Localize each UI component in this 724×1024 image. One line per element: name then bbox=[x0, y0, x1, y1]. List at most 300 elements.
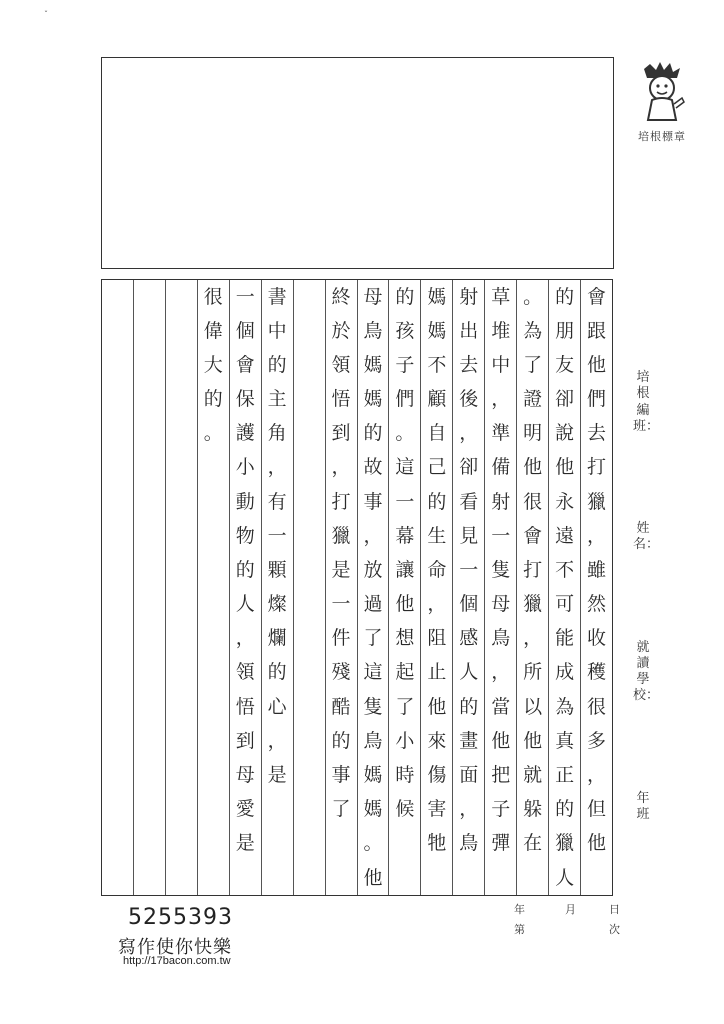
grid-cell bbox=[517, 861, 548, 895]
grid-cell: 見 bbox=[459, 524, 479, 547]
grid-cell bbox=[102, 724, 133, 758]
grid-cell bbox=[166, 383, 197, 417]
grid-column bbox=[325, 280, 357, 895]
grid-cell: 準 bbox=[491, 422, 511, 445]
grid-cell bbox=[102, 417, 133, 451]
grid-cell bbox=[294, 827, 325, 861]
grid-cell: 燦 bbox=[267, 593, 287, 616]
grid-cell: 心 bbox=[267, 695, 287, 718]
grid-cell: 的 bbox=[363, 422, 383, 445]
grid-cell bbox=[166, 690, 197, 724]
grid-cell: 止 bbox=[427, 661, 447, 684]
grid-cell bbox=[198, 758, 229, 792]
grid-cell: 但 bbox=[587, 798, 607, 821]
grid-cell: 時 bbox=[395, 763, 415, 786]
grid-cell: 了 bbox=[363, 627, 383, 650]
grid-cell: 想 bbox=[395, 627, 415, 650]
grid-cell: 物 bbox=[235, 524, 255, 547]
grid-cell: 是 bbox=[235, 832, 255, 855]
grid-cell bbox=[262, 827, 293, 861]
grid-cell bbox=[134, 348, 165, 382]
grid-cell: 獵 bbox=[523, 593, 543, 616]
school-label: 就讀學校： bbox=[633, 639, 660, 704]
grid-cell: 小 bbox=[395, 729, 415, 752]
footer-code: 5255393 bbox=[128, 905, 233, 930]
grid-cell bbox=[294, 622, 325, 656]
grid-cell bbox=[166, 553, 197, 587]
grade-label: 年 班 bbox=[636, 790, 663, 822]
grid-cell: 明 bbox=[523, 422, 543, 445]
grid-cell: 人 bbox=[235, 593, 255, 616]
grid-cell bbox=[294, 485, 325, 519]
grid-cell: 鳥 bbox=[363, 729, 383, 752]
grid-cell bbox=[294, 793, 325, 827]
grid-cell: 們 bbox=[587, 388, 607, 411]
grid-cell: 雖 bbox=[587, 558, 607, 581]
grid-cell: 會 bbox=[587, 285, 607, 308]
grid-cell: 一 bbox=[267, 524, 287, 547]
grid-cell: ， bbox=[491, 661, 511, 684]
grid-cell bbox=[102, 553, 133, 587]
grid-cell: 子 bbox=[395, 353, 415, 376]
grid-cell: 他 bbox=[395, 593, 415, 616]
grid-cell bbox=[198, 622, 229, 656]
grid-cell: 的 bbox=[555, 285, 575, 308]
grid-cell: 。 bbox=[363, 832, 383, 855]
grid-cell bbox=[262, 861, 293, 895]
grid-cell: ， bbox=[427, 593, 447, 616]
grid-cell: 起 bbox=[395, 661, 415, 684]
grid-cell: 故 bbox=[363, 456, 383, 479]
grid-cell: ， bbox=[267, 729, 287, 752]
grid-cell bbox=[198, 724, 229, 758]
grid-cell: 去 bbox=[459, 353, 479, 376]
grid-cell: 畫 bbox=[459, 729, 479, 752]
grid-cell: 一 bbox=[235, 285, 255, 308]
grid-cell: 打 bbox=[523, 558, 543, 581]
grid-cell: 友 bbox=[555, 353, 575, 376]
grid-cell: 的 bbox=[555, 798, 575, 821]
grid-cell bbox=[581, 861, 612, 895]
class-label: 培根編班： bbox=[633, 370, 660, 434]
grid-cell: 草 bbox=[491, 285, 511, 308]
grid-cell: 他 bbox=[427, 695, 447, 718]
grid-cell: 悟 bbox=[331, 388, 351, 411]
grid-cell bbox=[294, 553, 325, 587]
grid-cell: 鳥 bbox=[459, 832, 479, 855]
grid-cell: 遠 bbox=[555, 524, 575, 547]
grid-cell: 隻 bbox=[491, 558, 511, 581]
grid-cell bbox=[294, 861, 325, 895]
grid-cell: 主 bbox=[267, 388, 287, 411]
grid-cell: 的 bbox=[267, 661, 287, 684]
grid-cell: ， bbox=[459, 422, 479, 445]
grid-cell: 堆 bbox=[491, 319, 511, 342]
grid-cell: 放 bbox=[363, 558, 383, 581]
grid-cell: 大 bbox=[203, 353, 223, 376]
grid-cell: 獵 bbox=[555, 832, 575, 855]
grid-cell bbox=[102, 485, 133, 519]
grid-cell: 出 bbox=[459, 319, 479, 342]
grid-cell: 媽 bbox=[427, 319, 447, 342]
grid-cell bbox=[134, 553, 165, 587]
grid-cell: ， bbox=[523, 627, 543, 650]
grid-cell: ， bbox=[459, 798, 479, 821]
grid-cell bbox=[485, 861, 516, 895]
grid-cell bbox=[134, 383, 165, 417]
manuscript-grid bbox=[101, 279, 613, 896]
grid-cell: 牠 bbox=[427, 832, 447, 855]
grid-cell: 就 bbox=[523, 763, 543, 786]
footer-url: http://17bacon.com.tw bbox=[123, 955, 231, 967]
grid-cell: 有 bbox=[267, 490, 287, 513]
grid-cell bbox=[102, 622, 133, 656]
grid-cell: 子 bbox=[491, 798, 511, 821]
grid-cell bbox=[421, 861, 452, 895]
grid-cell: 很 bbox=[523, 490, 543, 513]
grid-column bbox=[516, 280, 548, 895]
grid-cell bbox=[230, 861, 261, 895]
grid-cell: 射 bbox=[491, 490, 511, 513]
grid-column bbox=[102, 280, 133, 895]
grid-cell bbox=[198, 690, 229, 724]
grid-cell: 悟 bbox=[235, 695, 255, 718]
grid-cell bbox=[134, 519, 165, 553]
grid-cell: 了 bbox=[395, 695, 415, 718]
grid-cell: 很 bbox=[587, 695, 607, 718]
grid-cell bbox=[134, 690, 165, 724]
grid-cell bbox=[134, 314, 165, 348]
grid-cell: 媽 bbox=[363, 798, 383, 821]
grid-cell bbox=[166, 348, 197, 382]
grid-cell: 很 bbox=[203, 285, 223, 308]
grid-cell: 他 bbox=[555, 456, 575, 479]
grid-cell bbox=[326, 827, 357, 861]
grid-cell bbox=[134, 417, 165, 451]
grid-cell: 件 bbox=[331, 627, 351, 650]
grid-cell: 阻 bbox=[427, 627, 447, 650]
grid-cell bbox=[294, 656, 325, 690]
date-year-label: 年 bbox=[514, 903, 525, 916]
grid-cell bbox=[294, 451, 325, 485]
grid-cell: 打 bbox=[331, 490, 351, 513]
grid-cell: 媽 bbox=[363, 388, 383, 411]
grid-cell: 然 bbox=[587, 593, 607, 616]
grid-column bbox=[420, 280, 452, 895]
grid-cell: 書 bbox=[267, 285, 287, 308]
grid-column bbox=[548, 280, 580, 895]
grid-cell bbox=[198, 519, 229, 553]
grid-cell: 保 bbox=[235, 388, 255, 411]
logo-caption: 培根標章 bbox=[638, 130, 686, 143]
grid-cell: 愛 bbox=[235, 798, 255, 821]
grid-cell: 護 bbox=[235, 422, 255, 445]
grid-cell: 穫 bbox=[587, 661, 607, 684]
grid-cell bbox=[134, 758, 165, 792]
grid-cell bbox=[166, 793, 197, 827]
footer-slogan: 寫作使你快樂 bbox=[118, 937, 232, 958]
grid-cell: 事 bbox=[363, 490, 383, 513]
grid-cell: 讓 bbox=[395, 558, 415, 581]
grid-cell: 可 bbox=[555, 593, 575, 616]
grid-cell bbox=[102, 690, 133, 724]
grid-cell bbox=[262, 793, 293, 827]
grid-cell: 是 bbox=[267, 763, 287, 786]
name-label: 姓名： bbox=[633, 521, 660, 553]
grid-cell: 中 bbox=[491, 353, 511, 376]
grid-cell: 角 bbox=[267, 422, 287, 445]
grid-cell bbox=[166, 588, 197, 622]
grid-cell: 獵 bbox=[331, 524, 351, 547]
grid-cell: 候 bbox=[395, 798, 415, 821]
grid-cell: 會 bbox=[235, 353, 255, 376]
date-day-label: 日 bbox=[609, 903, 620, 916]
grid-cell bbox=[134, 280, 165, 314]
grid-cell: 人 bbox=[555, 866, 575, 889]
grid-cell: 永 bbox=[555, 490, 575, 513]
grid-cell: 殘 bbox=[331, 661, 351, 684]
grid-cell: ， bbox=[491, 388, 511, 411]
grid-cell bbox=[294, 724, 325, 758]
grid-cell bbox=[198, 656, 229, 690]
teacher-comment-box bbox=[101, 57, 614, 269]
grid-cell bbox=[134, 451, 165, 485]
grid-column bbox=[580, 280, 612, 895]
grid-cell: ， bbox=[331, 456, 351, 479]
grid-cell: 了 bbox=[523, 353, 543, 376]
grid-cell: 一 bbox=[459, 558, 479, 581]
grid-cell: 不 bbox=[427, 353, 447, 376]
grid-cell: 鳥 bbox=[363, 319, 383, 342]
grid-cell: 面 bbox=[459, 763, 479, 786]
grid-cell: 所 bbox=[523, 661, 543, 684]
grid-cell bbox=[166, 656, 197, 690]
grid-cell: 領 bbox=[331, 353, 351, 376]
grid-cell: 這 bbox=[395, 456, 415, 479]
grid-cell: 一 bbox=[331, 593, 351, 616]
grid-cell bbox=[134, 622, 165, 656]
grid-column bbox=[484, 280, 516, 895]
grid-cell: 到 bbox=[235, 729, 255, 752]
grid-cell: 終 bbox=[331, 285, 351, 308]
grid-cell: 中 bbox=[267, 319, 287, 342]
grid-cell: 顆 bbox=[267, 558, 287, 581]
grid-cell: 的 bbox=[235, 558, 255, 581]
grid-cell: 生 bbox=[427, 524, 447, 547]
grid-cell: 說 bbox=[555, 422, 575, 445]
grid-cell bbox=[166, 758, 197, 792]
grid-cell bbox=[294, 417, 325, 451]
grid-cell: 人 bbox=[459, 661, 479, 684]
grid-cell bbox=[198, 588, 229, 622]
grid-column bbox=[452, 280, 484, 895]
grid-cell: 的 bbox=[459, 695, 479, 718]
grid-cell: 鳥 bbox=[491, 627, 511, 650]
grid-column bbox=[261, 280, 293, 895]
grid-cell bbox=[294, 314, 325, 348]
grid-cell: 跟 bbox=[587, 319, 607, 342]
grid-column bbox=[357, 280, 389, 895]
grid-cell: 去 bbox=[587, 422, 607, 445]
grid-cell: 隻 bbox=[363, 695, 383, 718]
grid-cell bbox=[198, 485, 229, 519]
grid-cell bbox=[102, 861, 133, 895]
grid-cell: 他 bbox=[587, 353, 607, 376]
grid-cell bbox=[102, 758, 133, 792]
grid-cell: 他 bbox=[523, 729, 543, 752]
grid-cell: ， bbox=[587, 763, 607, 786]
grid-cell bbox=[326, 861, 357, 895]
grid-cell: 在 bbox=[523, 832, 543, 855]
grid-cell: 的 bbox=[395, 285, 415, 308]
grid-cell bbox=[134, 656, 165, 690]
student-info-labels bbox=[633, 370, 663, 909]
grid-cell: 孩 bbox=[395, 319, 415, 342]
grid-cell: 他 bbox=[587, 832, 607, 855]
grid-cell bbox=[134, 861, 165, 895]
grid-cell: ， bbox=[235, 627, 255, 650]
grid-column bbox=[293, 280, 325, 895]
grid-cell: 。 bbox=[523, 285, 543, 308]
grid-cell: 小 bbox=[235, 456, 255, 479]
grid-cell bbox=[166, 861, 197, 895]
grid-cell: 偉 bbox=[203, 319, 223, 342]
grid-cell: 酷 bbox=[331, 695, 351, 718]
grid-cell: 的 bbox=[267, 353, 287, 376]
grid-cell: 媽 bbox=[427, 285, 447, 308]
grid-column bbox=[133, 280, 165, 895]
grid-cell: 這 bbox=[363, 661, 383, 684]
grid-cell bbox=[102, 827, 133, 861]
grid-cell bbox=[166, 485, 197, 519]
grid-cell bbox=[294, 690, 325, 724]
grid-cell: 媽 bbox=[363, 353, 383, 376]
session-count-label: 次 bbox=[609, 923, 620, 936]
grid-cell: 個 bbox=[459, 593, 479, 616]
grid-cell bbox=[198, 553, 229, 587]
grid-cell: ， bbox=[363, 524, 383, 547]
grid-cell: 母 bbox=[363, 285, 383, 308]
grid-cell: 他 bbox=[491, 729, 511, 752]
grid-cell: ， bbox=[267, 456, 287, 479]
grid-cell: 他 bbox=[523, 456, 543, 479]
grid-cell bbox=[134, 793, 165, 827]
grid-cell bbox=[166, 519, 197, 553]
grid-cell: 收 bbox=[587, 627, 607, 650]
grid-cell: ， bbox=[587, 524, 607, 547]
grid-cell: 過 bbox=[363, 593, 383, 616]
grid-cell bbox=[294, 383, 325, 417]
grid-cell bbox=[294, 758, 325, 792]
grid-cell: 己 bbox=[427, 456, 447, 479]
grid-column bbox=[197, 280, 229, 895]
grid-cell: 顧 bbox=[427, 388, 447, 411]
grid-cell: 的 bbox=[427, 490, 447, 513]
grid-cell: 。 bbox=[203, 422, 223, 445]
grid-cell: 於 bbox=[331, 319, 351, 342]
grid-cell: 後 bbox=[459, 388, 479, 411]
grid-cell bbox=[389, 827, 420, 861]
grid-cell bbox=[102, 348, 133, 382]
grid-cell: 母 bbox=[491, 593, 511, 616]
grid-cell bbox=[198, 451, 229, 485]
grid-cell: 看 bbox=[459, 490, 479, 513]
grid-cell bbox=[134, 827, 165, 861]
grid-cell: 一 bbox=[491, 524, 511, 547]
grid-cell: 的 bbox=[203, 388, 223, 411]
grid-cell: 會 bbox=[523, 524, 543, 547]
grid-cell bbox=[166, 314, 197, 348]
grid-cell bbox=[134, 485, 165, 519]
grid-cell: 他 bbox=[363, 866, 383, 889]
grid-cell bbox=[294, 588, 325, 622]
grid-cell: 把 bbox=[491, 763, 511, 786]
grid-cell bbox=[102, 280, 133, 314]
grid-cell: 當 bbox=[491, 695, 511, 718]
grid-cell: 感 bbox=[459, 627, 479, 650]
grid-cell: 打 bbox=[587, 456, 607, 479]
grid-cell: 爛 bbox=[267, 627, 287, 650]
grid-cell bbox=[134, 724, 165, 758]
grid-cell: 真 bbox=[555, 729, 575, 752]
grid-cell bbox=[166, 451, 197, 485]
grid-cell: 母 bbox=[235, 763, 255, 786]
grid-cell: 的 bbox=[331, 729, 351, 752]
grid-cell: 成 bbox=[555, 661, 575, 684]
grid-cell bbox=[102, 656, 133, 690]
grid-cell bbox=[166, 280, 197, 314]
grid-cell: 媽 bbox=[363, 763, 383, 786]
grid-cell bbox=[134, 588, 165, 622]
grid-cell: 卻 bbox=[459, 456, 479, 479]
bacon-mascot-icon bbox=[632, 58, 692, 126]
grid-cell bbox=[102, 314, 133, 348]
grid-cell: 事 bbox=[331, 763, 351, 786]
grid-cell: 為 bbox=[523, 319, 543, 342]
grid-cell: 朋 bbox=[555, 319, 575, 342]
grid-cell: 來 bbox=[427, 729, 447, 752]
grid-cell: 多 bbox=[587, 729, 607, 752]
grid-cell: 卻 bbox=[555, 388, 575, 411]
grid-cell bbox=[102, 588, 133, 622]
grid-cell bbox=[198, 827, 229, 861]
grid-cell bbox=[294, 280, 325, 314]
grid-cell: 以 bbox=[523, 695, 543, 718]
grid-cell: 一 bbox=[395, 490, 415, 513]
grid-cell: 自 bbox=[427, 422, 447, 445]
grid-cell bbox=[102, 793, 133, 827]
grid-cell: 彈 bbox=[491, 832, 511, 855]
grid-cell: 射 bbox=[459, 285, 479, 308]
grid-cell: 個 bbox=[235, 319, 255, 342]
grid-cell: 備 bbox=[491, 456, 511, 479]
grid-cell bbox=[198, 793, 229, 827]
grid-cell bbox=[453, 861, 484, 895]
grid-column bbox=[388, 280, 420, 895]
grid-cell: 幕 bbox=[395, 524, 415, 547]
grid-cell: 躲 bbox=[523, 798, 543, 821]
grid-cell: 能 bbox=[555, 627, 575, 650]
grid-cell: 不 bbox=[555, 558, 575, 581]
grid-cell: 命 bbox=[427, 558, 447, 581]
grid-cell: 害 bbox=[427, 798, 447, 821]
grid-cell bbox=[166, 622, 197, 656]
corner-mark: ˇ bbox=[44, 10, 48, 19]
grid-cell: 們 bbox=[395, 388, 415, 411]
grid-cell: 為 bbox=[555, 695, 575, 718]
date-month-label: 月 bbox=[565, 903, 576, 916]
grid-cell: 動 bbox=[235, 490, 255, 513]
